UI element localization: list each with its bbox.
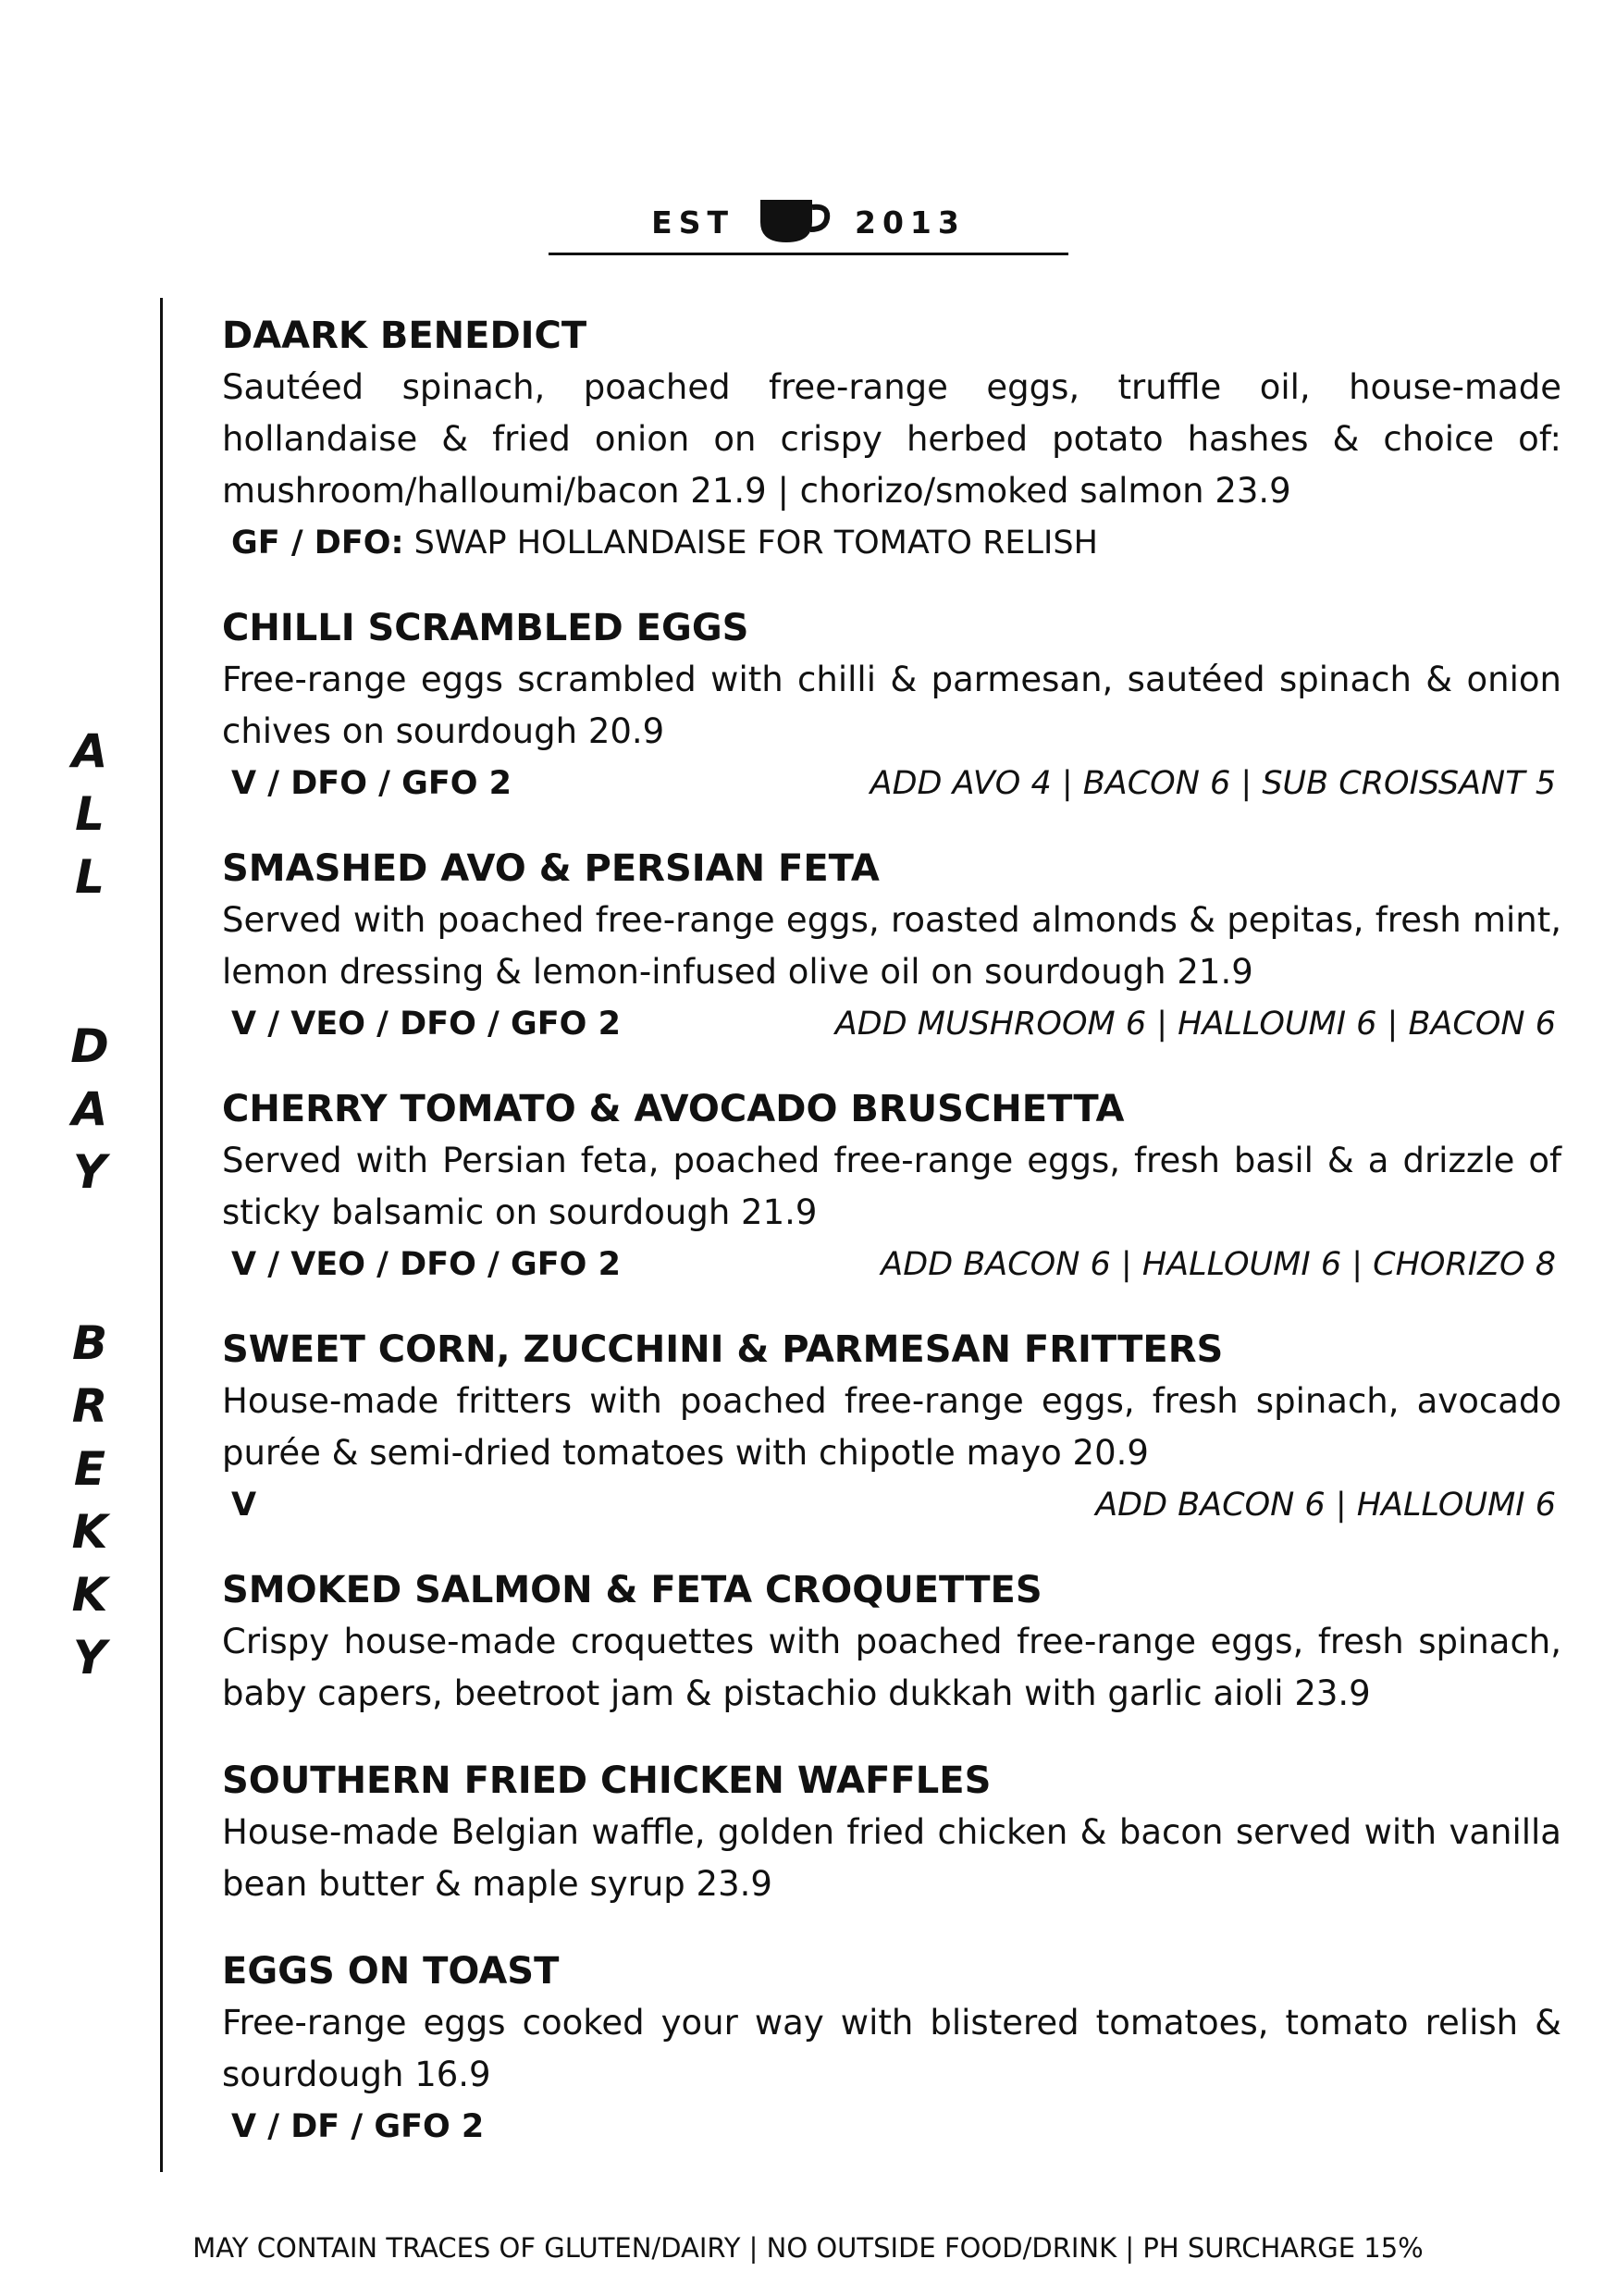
header-row (549, 194, 1068, 250)
coffee-cup-icon (755, 194, 834, 250)
vertical-divider (160, 298, 163, 2172)
est-label: EST (651, 204, 734, 241)
add-ons: ADD MUSHROOM 6 | HALLOUMI 6 | BACON 6 (834, 1006, 1556, 1043)
dietary-tags-bold: GF / DFO: (231, 525, 404, 562)
menu-list (222, 310, 1561, 2186)
menu-item-description: Served with poached free-range eggs, roasted almonds & pepitas, fresh mint, lemon dressing & lemon-infused olive oil on sourdough 21.9 (222, 900, 1561, 992)
side-letter: A (71, 1082, 108, 1136)
add-ons: ADD AVO 4 | BACON 6 | SUB CROISSANT 5 (870, 765, 1556, 802)
menu-item-tags (222, 759, 1561, 808)
side-letter: E (73, 1442, 106, 1496)
dietary-tags (222, 519, 1098, 567)
side-word-day (57, 1015, 122, 1204)
menu-item-tags (222, 1241, 1561, 1289)
menu-item-daark-benedict (222, 310, 1561, 567)
footer-notice: MAY CONTAIN TRACES OF GLUTEN/DAIRY | NO OUTSIDE FOOD/DRINK | PH SURCHARGE 15% (192, 2232, 1424, 2264)
dietary-tags: V / VEO / DFO / GFO 2 (231, 1006, 621, 1043)
menu-item-description: House-made Belgian waffle, golden fried chicken & bacon served with vanilla bean butter & maple syrup 23.9 (222, 1812, 1561, 1904)
menu-item-chilli-scrambled-eggs (222, 602, 1561, 808)
menu-item-title: EGGS ON TOAST (222, 1950, 560, 1993)
dietary-tags-note: SWAP HOLLANDAISE FOR TOMATO RELISH (403, 525, 1098, 562)
side-letter: K (71, 1505, 108, 1559)
menu-item-title: DAARK BENEDICT (222, 315, 587, 357)
side-letter: L (75, 787, 105, 841)
add-ons: ADD BACON 6 | HALLOUMI 6 | CHORIZO 8 (881, 1246, 1556, 1283)
year-label: 2013 (854, 204, 966, 241)
header (549, 194, 1068, 259)
side-letter: B (71, 1316, 108, 1370)
dietary-tags: V / VEO / DFO / GFO 2 (231, 1246, 621, 1283)
menu-item-tags (222, 1000, 1561, 1048)
side-word-brekky (57, 1312, 122, 1689)
menu-item-title: CHILLI SCRAMBLED EGGS (222, 607, 749, 649)
dietary-tags: V (231, 1487, 257, 1524)
menu-item-title: CHERRY TOMATO & AVOCADO BRUSCHETTA (222, 1088, 1125, 1130)
menu-item-smashed-avo (222, 843, 1561, 1048)
add-ons: ADD BACON 6 | HALLOUMI 6 (1095, 1487, 1556, 1524)
side-word-all (57, 720, 122, 908)
side-letter: Y (72, 1631, 107, 1685)
side-letter: K (71, 1568, 108, 1622)
dietary-tags: V / DF / GFO 2 (231, 2108, 485, 2145)
menu-item-description: Free-range eggs cooked your way with blistered tomatoes, tomato relish & sourdough 16.9 (222, 2003, 1561, 2094)
menu-item-chicken-waffles (222, 1755, 1561, 1910)
header-rule (549, 253, 1068, 255)
menu-item-fritters (222, 1324, 1561, 1529)
menu-item-description: House-made fritters with poached free-range eggs, fresh spinach, avocado purée & semi-dried tomatoes with chipotle mayo 20.9 (222, 1381, 1561, 1473)
dietary-tags: V / DFO / GFO 2 (231, 765, 512, 802)
menu-item-tags (222, 2103, 1561, 2151)
menu-item-tags (222, 519, 1561, 567)
side-letter: A (71, 724, 108, 778)
side-letter: R (71, 1379, 108, 1433)
menu-item-description: Free-range eggs scrambled with chilli & parmesan, sautéed spinach & onion chives on sourdough 20.9 (222, 660, 1561, 751)
menu-item-title: SOUTHERN FRIED CHICKEN WAFFLES (222, 1759, 992, 1802)
menu-item-description: Served with Persian feta, poached free-range eggs, fresh basil & a drizzle of sticky balsamic on sourdough 21.9 (222, 1141, 1561, 1232)
menu-item-title: SMOKED SALMON & FETA CROQUETTES (222, 1569, 1042, 1611)
side-letter: D (70, 1019, 109, 1073)
menu-item-description: Sautéed spinach, poached free-range eggs, truffle oil, house-made hollandaise & fried onion on crispy herbed potato hashes & choice of: mushroom/halloumi/bacon 21.9 | chorizo/smoked salmon 23.9 (222, 367, 1561, 511)
menu-item-croquettes (222, 1564, 1561, 1720)
menu-item-tags (222, 1481, 1561, 1529)
menu-item-bruschetta (222, 1083, 1561, 1289)
side-letter: L (75, 850, 105, 904)
menu-item-title: SMASHED AVO & PERSIAN FETA (222, 847, 880, 890)
menu-item-eggs-on-toast (222, 1945, 1561, 2151)
side-letter: Y (72, 1145, 107, 1199)
menu-item-description: Crispy house-made croquettes with poached free-range eggs, fresh spinach, baby capers, beetroot jam & pistachio dukkah with garlic aioli 23.9 (222, 1622, 1561, 1713)
menu-item-title: SWEET CORN, ZUCCHINI & PARMESAN FRITTERS (222, 1328, 1224, 1371)
